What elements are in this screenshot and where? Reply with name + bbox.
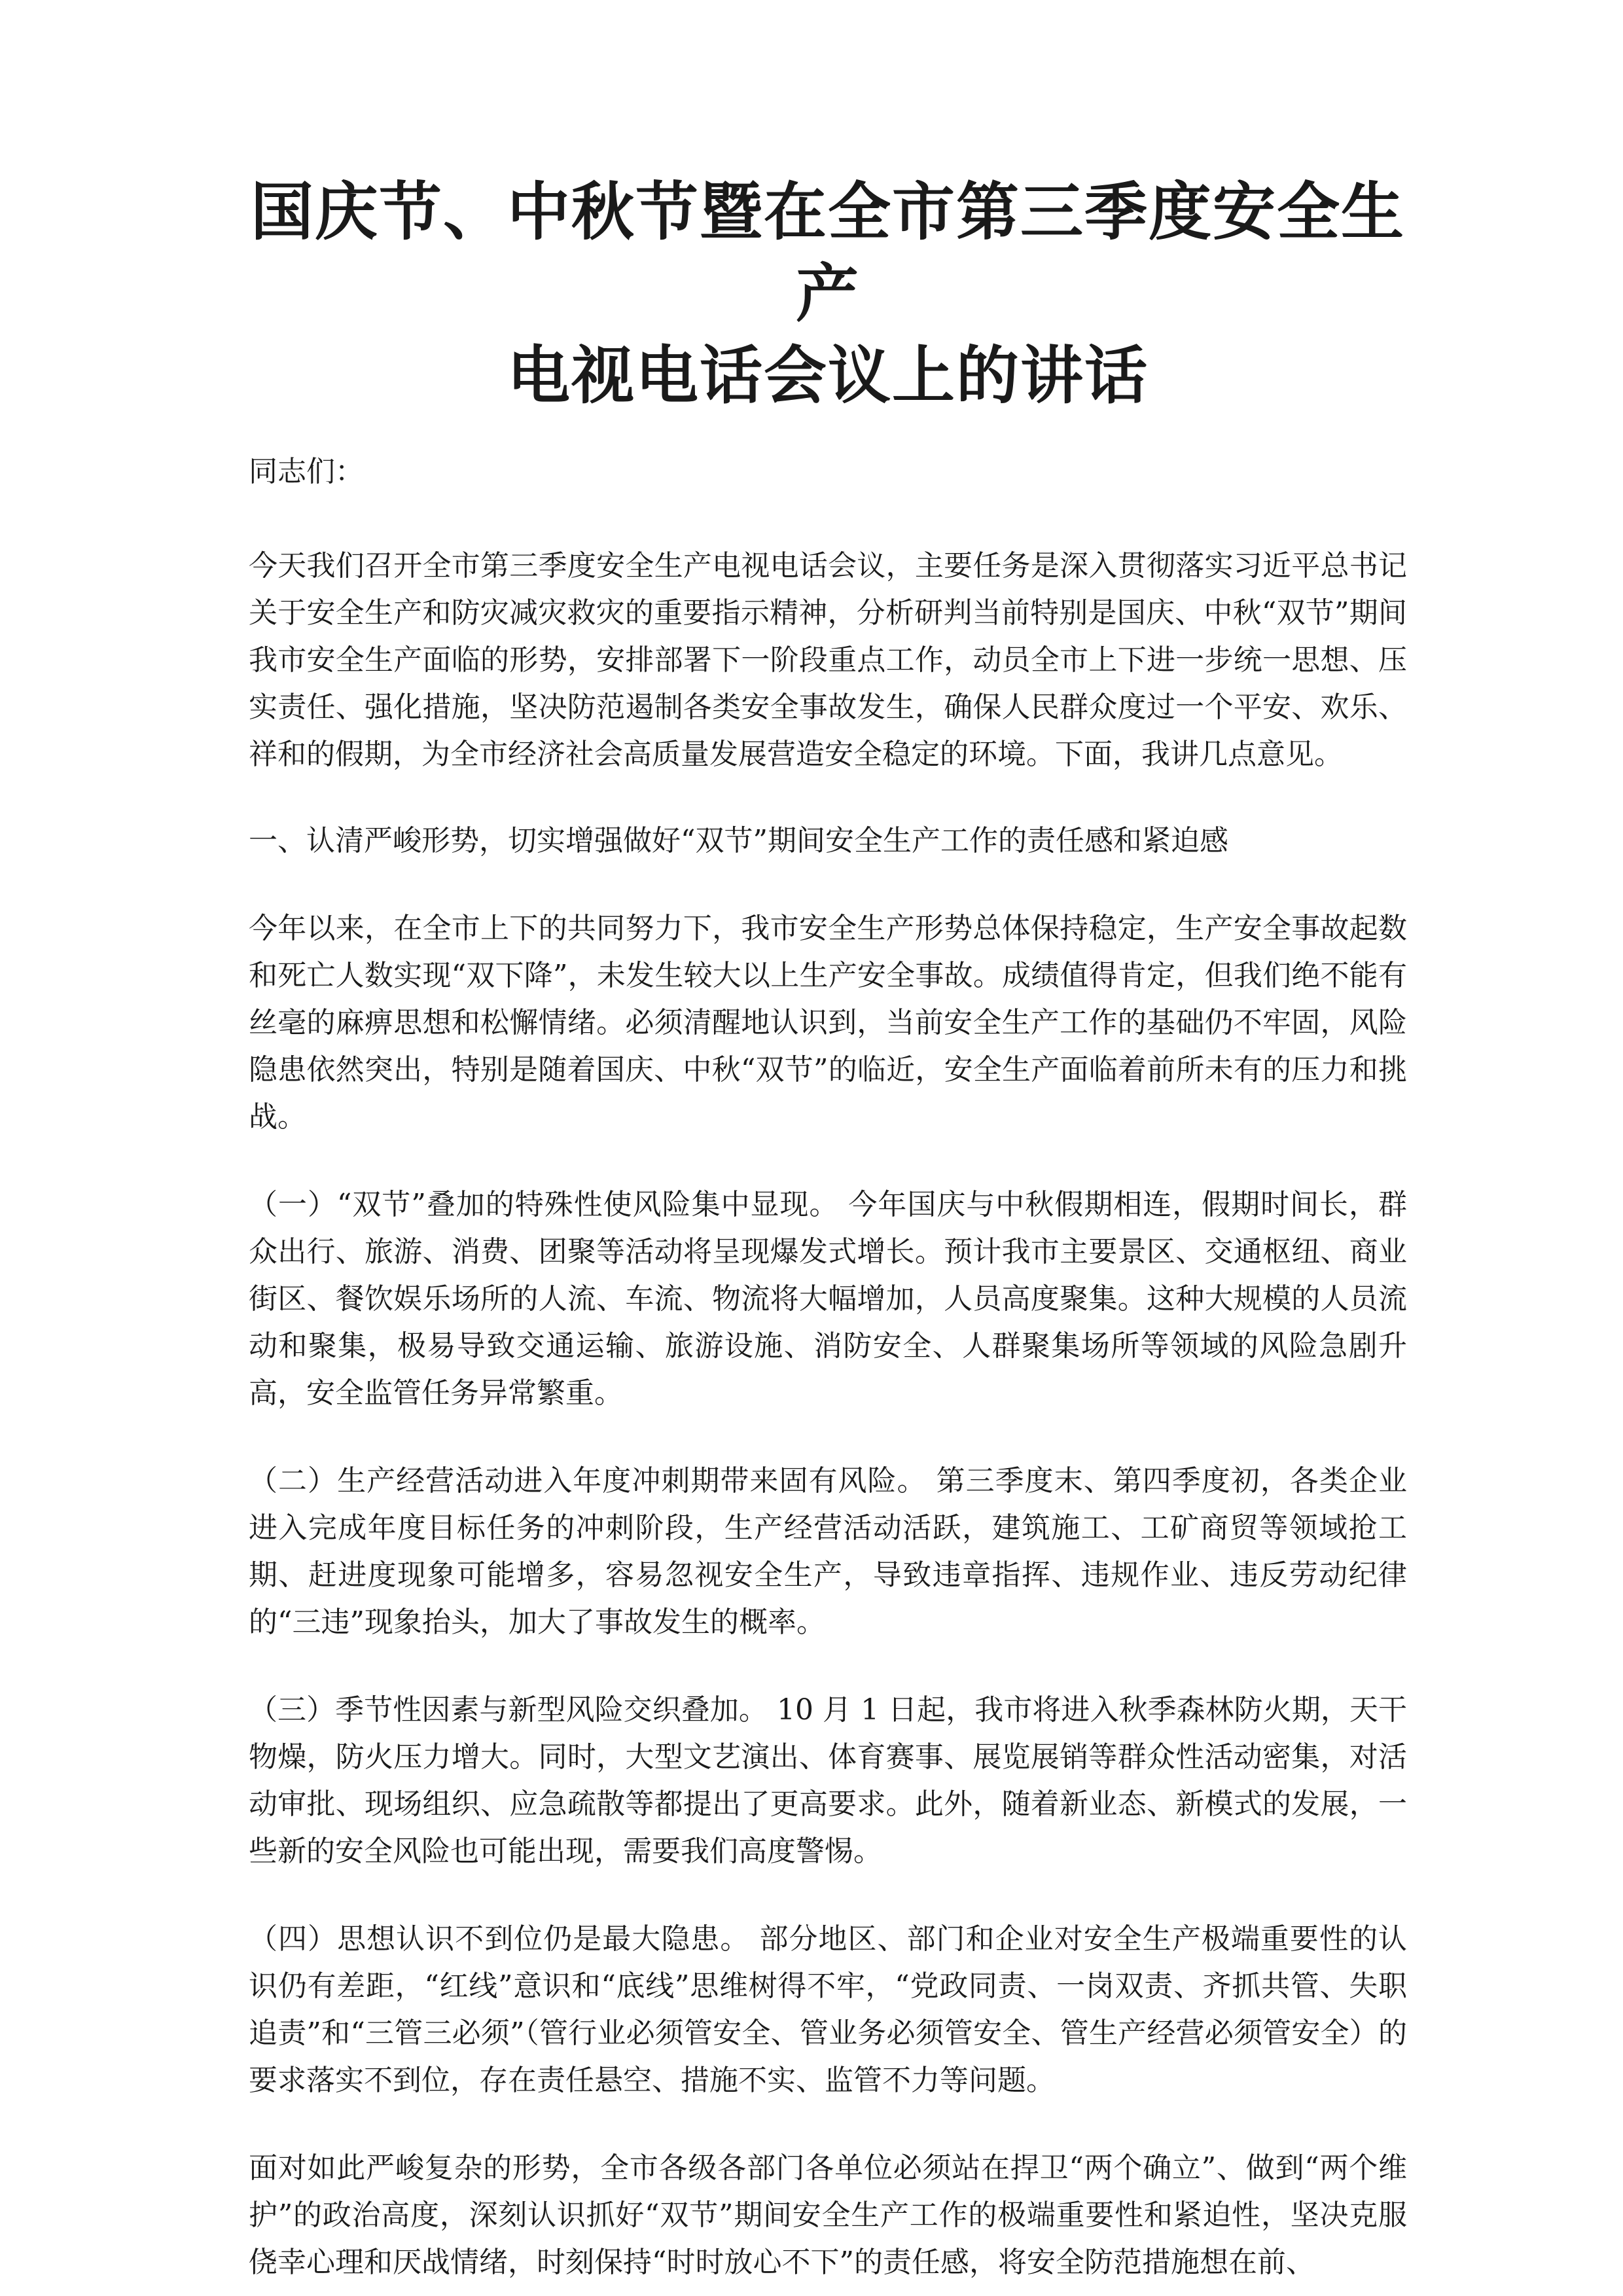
document-title (249, 171, 1407, 417)
paragraph-point-3: （三）季节性因素与新型风险交织叠加。 10 月 1 日起，我市将进入秋季森林防火期，天干物燥，防火压力增大。同时，大型文艺演出、体育赛事、展览展销等群众性活动密集，对活动审批、现场组织、应急疏散等都提出了更高要求。此外，随着新业态、新模式的发展，一些新的安全风险也可能出现，需要我们高度警惕。 (249, 1693, 1407, 1868)
salutation: 同志们： (249, 455, 364, 488)
paragraph-point-4: （四）思想认识不到位仍是最大隐患。 部分地区、部门和企业对安全生产极端重要性的认识仍有差距，“红线”意识和“底线”思维树得不牢，“党政同责、一岗双责、齐抓共管、失职追责”和“三管三必须”（管行业必须管安全、管业务必须管安全、管生产经营必须管安全）的要求落实不到位，存在责任悬空、措施不实、监管不力等问题。 (249, 1922, 1407, 2097)
title-line-1: 国庆节、中秋节暨在全市第三季度安全生产 (251, 175, 1405, 331)
paragraph-point-2: （二）生产经营活动进入年度冲刺期带来固有风险。 第三季度末、第四季度初，各类企业进入完成年度目标任务的冲刺阶段，生产经营活动活跃，建筑施工、工矿商贸等领域抢工期、赶进度现象可能增多，容易忽视安全生产，导致违章指挥、违规作业、违反劳动纪律的“三违”现象抬头，加大了事故发生的概率。 (249, 1464, 1407, 1639)
paragraph-point-1: （一）“双节”叠加的特殊性使风险集中显现。 今年国庆与中秋假期相连，假期时间长，群众出行、旅游、消费、团聚等活动将呈现爆发式增长。预计我市主要景区、交通枢纽、商业街区、餐饮娱乐场所的人流、车流、物流将大幅增加，人员高度聚集。这种大规模的人员流动和聚集，极易导致交通运输、旅游设施、消防安全、人群聚集场所等领域的风险急剧升高，安全监管任务异常繁重。 (249, 1188, 1407, 1410)
title-line-2: 电视电话会议上的讲话 (507, 339, 1149, 412)
paragraph-conclusion: 面对如此严峻复杂的形势，全市各级各部门各单位必须站在捍卫“两个确立”、做到“两个维护”的政治高度，深刻认识抓好“双节”期间安全生产工作的极端重要性和紧迫性，坚决克服侥幸心理和厌战情绪，时刻保持“时时放心不下”的责任感，将安全防范措施想在前、 (249, 2151, 1407, 2279)
paragraph-intro: 今天我们召开全市第三季度安全生产电视电话会议，主要任务是深入贯彻落实习近平总书记关于安全生产和防灾减灾救灾的重要指示精神，分析研判当前特别是国庆、中秋“双节”期间我市安全生产面临的形势，安排部署下一阶段重点工作，动员全市上下进一步统一思想、压实责任、强化措施，坚决防范遏制各类安全事故发生，确保人民群众度过一个平安、欢乐、祥和的假期，为全市经济社会高质量发展营造安全稳定的环境。下面，我讲几点意见。 (249, 549, 1407, 771)
document-page (249, 171, 1407, 2286)
paragraph-situation: 今年以来，在全市上下的共同努力下，我市安全生产形势总体保持稳定，生产安全事故起数和死亡人数实现“双下降”，未发生较大以上生产安全事故。成绩值得肯定，但我们绝不能有丝毫的麻痹思想和松懈情绪。必须清醒地认识到，当前安全生产工作的基础仍不牢固，风险隐患依然突出，特别是随着国庆、中秋“双节”的临近，安全生产面临着前所未有的压力和挑战。 (249, 912, 1407, 1134)
section-heading-1: 一、认清严峻形势，切实增强做好“双节”期间安全生产工作的责任感和紧迫感 (249, 824, 1228, 857)
